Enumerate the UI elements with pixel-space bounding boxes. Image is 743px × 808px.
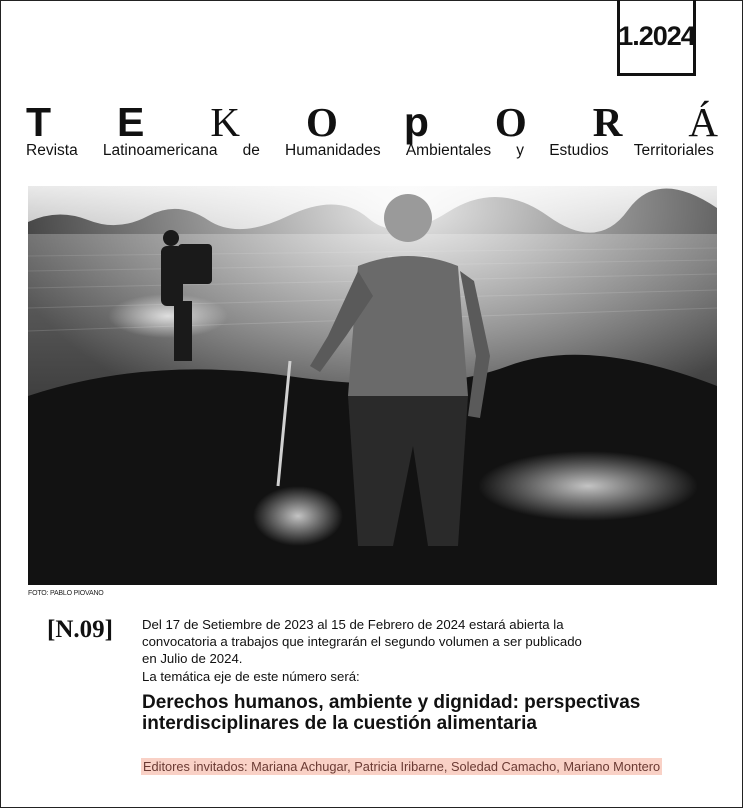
photo-credit: FOTO: PABLO PIOVANO (28, 590, 104, 597)
issue-year-box (617, 0, 696, 76)
cover-photo (28, 186, 717, 585)
title-letter-t: T (26, 99, 52, 145)
title-letter-r: R (592, 99, 623, 145)
call-line: en Julio de 2024. (142, 651, 243, 667)
journal-title (26, 100, 718, 144)
subtitle-word: Latinoamericana (102, 142, 218, 159)
subtitle-word: Territoriales (633, 142, 714, 159)
theme-line: interdisciplinares de la cuestión alimentaria (142, 713, 537, 734)
subtitle-word: Revista (26, 142, 78, 159)
issue-theme (142, 692, 732, 734)
theme-line: Derechos humanos, ambiente y dignidad: perspectivas (142, 692, 641, 713)
subtitle-word: Ambientales (405, 142, 492, 159)
call-for-papers (142, 616, 702, 685)
call-line: Del 17 de Setiembre de 2023 al 15 de Febrero de 2024 estará abierta la (142, 617, 564, 632)
title-letter-a-accent: Á (688, 99, 718, 145)
subtitle-word: y (516, 142, 525, 159)
title-letter-p: p (403, 99, 429, 145)
title-letter-k: K (210, 99, 240, 145)
call-line: La temática eje de este número será: (142, 668, 360, 684)
subtitle-word: Humanidades (285, 142, 381, 159)
title-letter-o: O (305, 99, 338, 145)
issue-year: 1.2024 (618, 21, 695, 51)
title-letter-o2: O (494, 99, 527, 145)
call-line: convocatoria a trabajos que integrarán el segundo volumen a ser publicado (142, 634, 582, 650)
subtitle-word: de (242, 142, 260, 159)
journal-subtitle (26, 142, 714, 160)
cover-photo-illustration (28, 186, 717, 585)
subtitle-word: Estudios (549, 142, 609, 159)
issue-number: [N.09] (47, 616, 113, 643)
guest-editors: Editores invitados: Mariana Achugar, Patricia Iribarne, Soledad Camacho, Mariano Montero (143, 759, 661, 774)
title-letter-e: E (117, 99, 145, 145)
